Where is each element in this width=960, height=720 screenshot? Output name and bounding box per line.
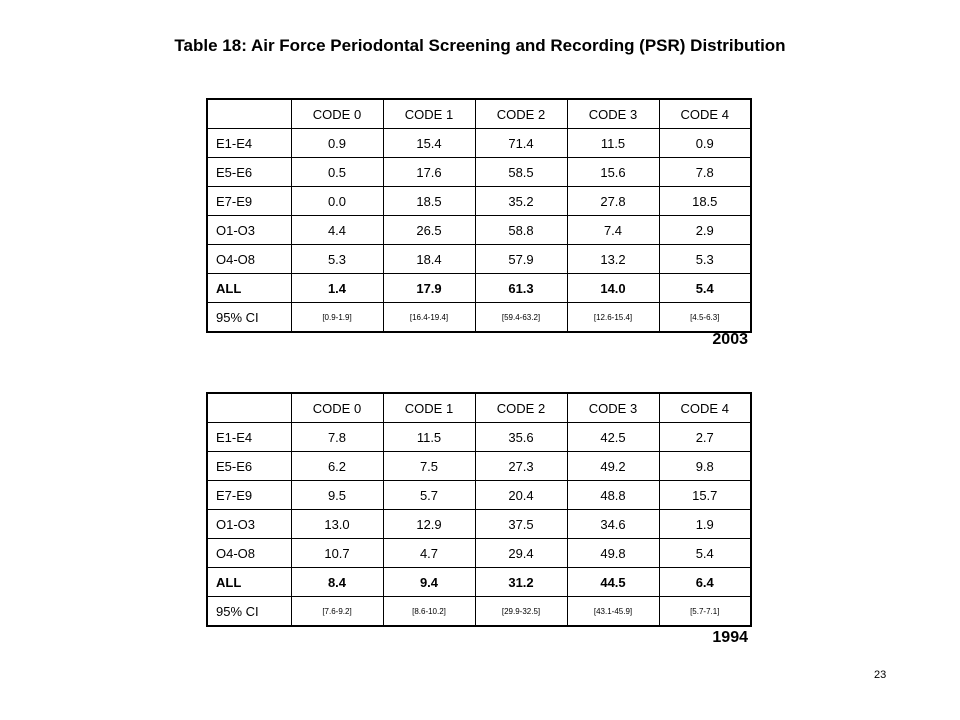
table-cell: 35.6: [475, 423, 567, 452]
header-corner-cell: [207, 99, 291, 129]
table-cell: 34.6: [567, 510, 659, 539]
table-row: [207, 245, 751, 274]
page-title: Table 18: Air Force Periodontal Screening and Recording (PSR) Distribution: [174, 36, 786, 55]
table-cell: 27.3: [475, 452, 567, 481]
table-row: [207, 158, 751, 187]
psr-table-1994: [206, 392, 752, 627]
table-cell: [7.6-9.2]: [291, 597, 383, 627]
row-label: E7-E9: [207, 481, 291, 510]
table-row: [207, 510, 751, 539]
table-cell: 2.7: [659, 423, 751, 452]
table-cell: 0.0: [291, 187, 383, 216]
row-label: E7-E9: [207, 187, 291, 216]
psr-table-2003: [206, 98, 752, 333]
page-number: 23: [874, 669, 887, 681]
table-year-label: 1994: [712, 629, 748, 646]
table-row: [207, 129, 751, 158]
table-cell: 9.8: [659, 452, 751, 481]
table-cell: 11.5: [383, 423, 475, 452]
table-cell: 7.4: [567, 216, 659, 245]
table-cell: 9.5: [291, 481, 383, 510]
table-cell: 13.0: [291, 510, 383, 539]
table-cell: 8.4: [291, 568, 383, 597]
table-cell: 7.8: [291, 423, 383, 452]
table-cell: 13.2: [567, 245, 659, 274]
table-row: [207, 481, 751, 510]
table-cell: 27.8: [567, 187, 659, 216]
table-cell: 61.3: [475, 274, 567, 303]
table-cell: [16.4-19.4]: [383, 303, 475, 333]
row-label: O1-O3: [207, 510, 291, 539]
table-cell: 11.5: [567, 129, 659, 158]
table-cell: 49.2: [567, 452, 659, 481]
row-label: E5-E6: [207, 452, 291, 481]
table-row: [207, 274, 751, 303]
table-cell: 12.9: [383, 510, 475, 539]
table-cell: 17.6: [383, 158, 475, 187]
row-label: O1-O3: [207, 216, 291, 245]
table-cell: 37.5: [475, 510, 567, 539]
table-cell: 4.7: [383, 539, 475, 568]
table-cell: 15.6: [567, 158, 659, 187]
table-cell: 15.4: [383, 129, 475, 158]
table-cell: 35.2: [475, 187, 567, 216]
row-label: ALL: [207, 568, 291, 597]
row-label: 95% CI: [207, 597, 291, 627]
column-header: CODE 0: [291, 99, 383, 129]
table-row: [207, 303, 751, 333]
table-cell: 9.4: [383, 568, 475, 597]
table-cell: [59.4-63.2]: [475, 303, 567, 333]
column-header: CODE 4: [659, 393, 751, 423]
table-cell: 5.4: [659, 539, 751, 568]
column-header: CODE 3: [567, 393, 659, 423]
column-header: CODE 0: [291, 393, 383, 423]
table-cell: 18.4: [383, 245, 475, 274]
table-cell: 29.4: [475, 539, 567, 568]
table-cell: 18.5: [659, 187, 751, 216]
table-cell: 2.9: [659, 216, 751, 245]
table-row: [207, 539, 751, 568]
table-row: [207, 452, 751, 481]
table-cell: 18.5: [383, 187, 475, 216]
table-row: [207, 187, 751, 216]
table-cell: [12.6-15.4]: [567, 303, 659, 333]
table-cell: [29.9-32.5]: [475, 597, 567, 627]
table-row: [207, 216, 751, 245]
table-cell: 42.5: [567, 423, 659, 452]
table-cell: 6.4: [659, 568, 751, 597]
table-cell: 5.3: [291, 245, 383, 274]
table-header-row: [207, 99, 751, 129]
table-cell: 4.4: [291, 216, 383, 245]
row-label: O4-O8: [207, 245, 291, 274]
table-cell: [0.9-1.9]: [291, 303, 383, 333]
column-header: CODE 1: [383, 393, 475, 423]
table-row: [207, 423, 751, 452]
table-cell: 0.5: [291, 158, 383, 187]
table-cell: [5.7-7.1]: [659, 597, 751, 627]
table-cell: 10.7: [291, 539, 383, 568]
row-label: E1-E4: [207, 129, 291, 158]
table-cell: [8.6-10.2]: [383, 597, 475, 627]
table-cell: 31.2: [475, 568, 567, 597]
table-cell: 57.9: [475, 245, 567, 274]
table-cell: 1.4: [291, 274, 383, 303]
column-header: CODE 4: [659, 99, 751, 129]
column-header: CODE 3: [567, 99, 659, 129]
table-row: [207, 597, 751, 627]
row-label: E5-E6: [207, 158, 291, 187]
row-label: 95% CI: [207, 303, 291, 333]
column-header: CODE 1: [383, 99, 475, 129]
table-cell: 17.9: [383, 274, 475, 303]
table-cell: 49.8: [567, 539, 659, 568]
table-cell: 0.9: [659, 129, 751, 158]
table-cell: 26.5: [383, 216, 475, 245]
row-label: E1-E4: [207, 423, 291, 452]
table-year-label: 2003: [712, 331, 748, 348]
table-header-row: [207, 393, 751, 423]
table-cell: [4.5-6.3]: [659, 303, 751, 333]
header-corner-cell: [207, 393, 291, 423]
table-cell: 44.5: [567, 568, 659, 597]
table-cell: 48.8: [567, 481, 659, 510]
table-row: [207, 568, 751, 597]
table-cell: 58.5: [475, 158, 567, 187]
table-cell: 6.2: [291, 452, 383, 481]
row-label: O4-O8: [207, 539, 291, 568]
table-cell: 15.7: [659, 481, 751, 510]
row-label: ALL: [207, 274, 291, 303]
table-cell: 14.0: [567, 274, 659, 303]
table-cell: 7.8: [659, 158, 751, 187]
table-cell: 20.4: [475, 481, 567, 510]
column-header: CODE 2: [475, 393, 567, 423]
table-cell: [43.1-45.9]: [567, 597, 659, 627]
table-cell: 7.5: [383, 452, 475, 481]
table-cell: 1.9: [659, 510, 751, 539]
table-cell: 71.4: [475, 129, 567, 158]
table-cell: 5.3: [659, 245, 751, 274]
table-cell: 5.7: [383, 481, 475, 510]
table-cell: 58.8: [475, 216, 567, 245]
table-cell: 5.4: [659, 274, 751, 303]
table-cell: 0.9: [291, 129, 383, 158]
column-header: CODE 2: [475, 99, 567, 129]
